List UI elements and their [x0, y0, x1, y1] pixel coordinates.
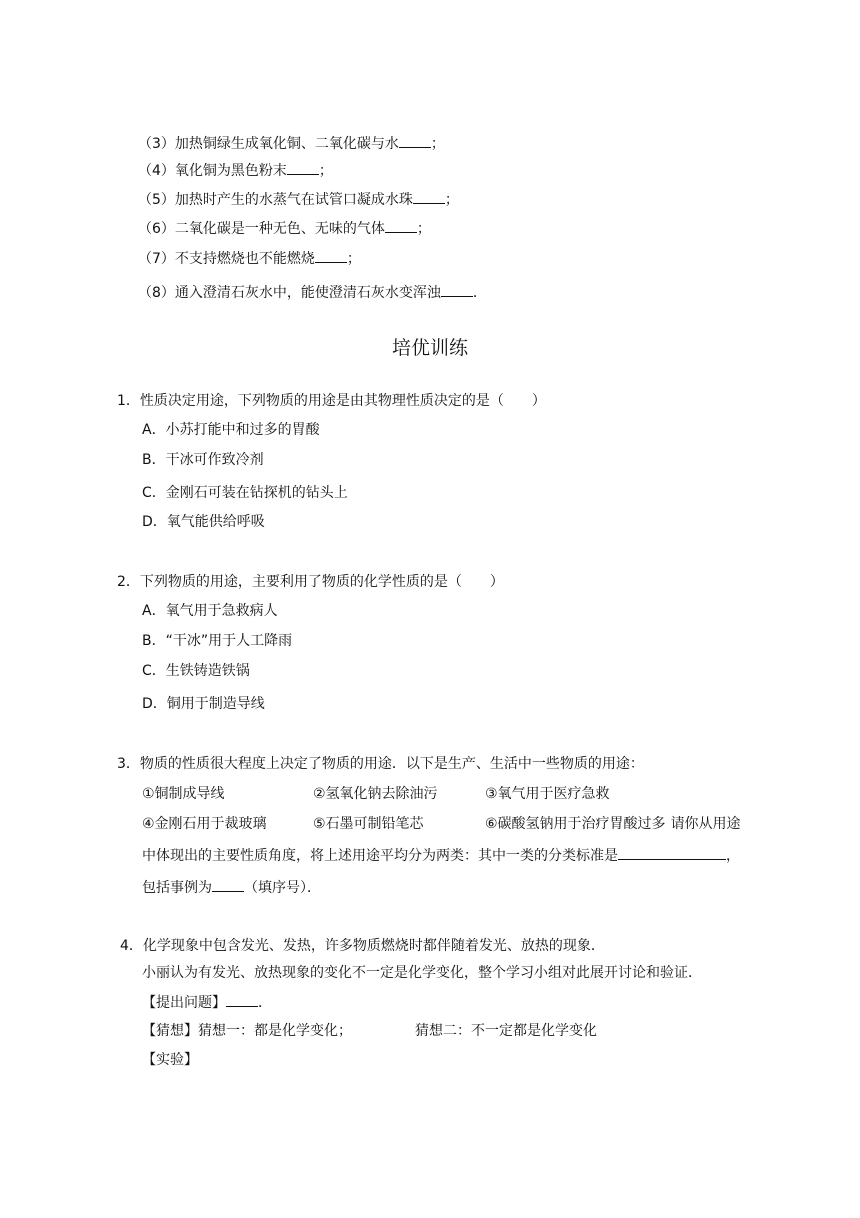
item-7 [138, 248, 361, 268]
q2-option-c[interactable]: C．生铁铸造铁锅 [142, 663, 250, 679]
ask-end: ． [258, 995, 272, 1011]
item-text: 二氧化碳是一种无色、无味的气体 [174, 221, 385, 237]
q2-option-a[interactable]: A．氧气用于急救病人 [142, 603, 278, 619]
q3-line3-end: ， [726, 848, 740, 864]
q4-experiment: 【实验】 [142, 1052, 198, 1068]
item-end: ； [346, 251, 361, 267]
q1-option-d[interactable]: D．氧气能供给呼吸 [142, 514, 265, 530]
q2-option-d[interactable]: D．铜用于制造导线 [142, 696, 265, 712]
q3-line4-end: （填序号）． [244, 880, 321, 896]
q1-option-a[interactable]: A．小苏打能中和过多的胃酸 [142, 422, 320, 438]
q1-option-b[interactable]: B．干冰可作致冷剂 [142, 452, 264, 468]
q2-option-b[interactable]: B．“干冰”用于人工降雨 [142, 633, 293, 649]
answer-blank[interactable] [413, 189, 445, 204]
item-number: （4） [138, 163, 175, 179]
q3-stem: 3．物质的性质很大程度上决定了物质的用途．以下是生产、生活中一些物质的用途： [117, 756, 644, 772]
question-blank[interactable] [226, 992, 258, 1007]
item-end: ． [472, 285, 487, 301]
guess-label: 【猜想】 [142, 1023, 198, 1039]
ask-label: 【提出问题】 [142, 995, 226, 1011]
q4-line2: 小丽认为有发光、放热现象的变化不一定是化学变化，整个学习小组对此展开讨论和验证． [142, 965, 702, 981]
item-3 [138, 133, 445, 153]
item-6 [138, 218, 431, 238]
item-number: （6） [138, 221, 175, 237]
answer-blank[interactable] [399, 133, 431, 148]
item-4 [138, 160, 333, 180]
answer-blank[interactable] [385, 218, 417, 233]
q2-stem: 2．下列物质的用途，主要利用了物质的化学性质的是（ ） [117, 574, 504, 590]
q1-option-c[interactable]: C．金刚石可装在钻探机的钻头上 [142, 485, 348, 501]
classification-blank[interactable] [618, 845, 726, 860]
q3-use-1: ①铜制成导线 [142, 786, 225, 802]
item-end: ； [416, 221, 431, 237]
q4-ask [142, 992, 272, 1012]
item-text: 加热时产生的水蒸气在试管口凝成水珠 [174, 192, 413, 208]
item-number: （7） [138, 251, 175, 267]
q3-use-2: ②氢氧化钠去除油污 [313, 786, 438, 802]
item-end: ； [318, 163, 333, 179]
q3-use-4: ④金刚石用于裁玻璃 [142, 816, 267, 832]
answer-blank[interactable] [315, 248, 347, 263]
item-number: （3） [138, 136, 175, 152]
q4-guess [142, 1022, 352, 1040]
q3-use-5: ⑤石墨可制铅笔芯 [313, 816, 424, 832]
item-end: ； [444, 192, 459, 208]
item-text: 加热铜绿生成氧化铜、二氧化碳与水 [174, 136, 399, 152]
item-number: （5） [138, 192, 175, 208]
q1-stem: 1．性质决定用途，下列物质的用途是由其物理性质决定的是（ ） [117, 393, 546, 409]
q3-line3-text: 中体现出的主要性质角度，将上述用途平均分为两类：其中一类的分类标准是 [142, 848, 618, 864]
q4-guess-two: 猜想二：不一定都是化学变化 [415, 1023, 597, 1039]
q3-line3 [142, 845, 740, 865]
item-text: 氧化铜为黑色粉末 [174, 163, 287, 179]
item-text: 不支持燃烧也不能燃烧 [174, 251, 315, 267]
q3-use-6-text: ⑥碳酸氢钠用于治疗胃酸过多 [485, 816, 666, 832]
examples-blank[interactable] [212, 877, 244, 892]
section-title: 培优训练 [391, 337, 468, 359]
q3-use-3: ③氧气用于医疗急救 [485, 786, 610, 802]
item-8 [138, 282, 487, 302]
answer-blank[interactable] [287, 160, 319, 175]
q3-tail: 请你从用途 [670, 816, 741, 832]
item-5 [138, 189, 459, 209]
q4-stem: 4．化学现象中包含发光、发热，许多物质燃烧时都伴随着发光、放热的现象． [120, 938, 605, 954]
item-text: 通入澄清石灰水中，能使澄清石灰水变浑浊 [174, 285, 441, 301]
guess-one: 猜想一：都是化学变化； [198, 1023, 352, 1039]
item-number: （8） [138, 285, 175, 301]
q3-line4-text: 包括事例为 [142, 880, 212, 896]
item-end: ； [430, 136, 445, 152]
answer-blank[interactable] [441, 282, 473, 297]
q3-line4 [142, 877, 321, 897]
q3-use-6 [485, 815, 741, 833]
